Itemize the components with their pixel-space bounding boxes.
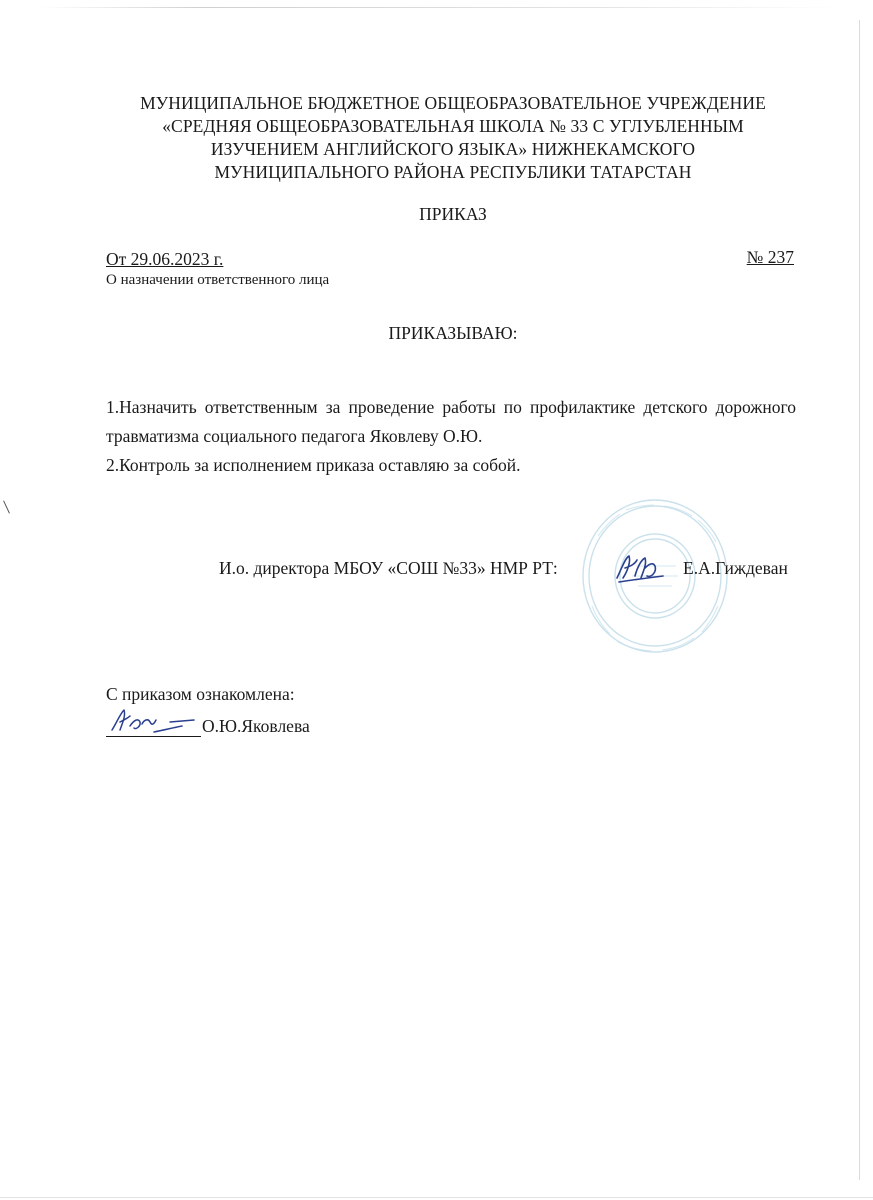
signatory-position: И.о. директора МБОУ «СОШ №33» НМР РТ: bbox=[219, 558, 558, 578]
document-type: ПРИКАЗ bbox=[419, 204, 487, 224]
order-word: ПРИКАЗЫВАЮ: bbox=[388, 323, 518, 343]
director-name: Е.А.Гиждеван bbox=[683, 558, 788, 578]
order-date: От 29.06.2023 г. bbox=[106, 249, 224, 269]
header-line-4: МУНИЦИПАЛЬНОГО РАЙОНА РЕСПУБЛИКИ ТАТАРСТАН bbox=[214, 162, 692, 182]
director-signature bbox=[611, 548, 667, 588]
order-item-2: 2.Контроль за исполнением приказа оставляю за собой. bbox=[106, 455, 521, 475]
scan-edge-top bbox=[40, 7, 840, 8]
order-item-1: 1.Назначить ответственным за проведение работы по профилактике детского дорожного травматизма социального педагога Яковлеву О.Ю. bbox=[106, 397, 796, 446]
header-line-3: ИЗУЧЕНИЕМ АНГЛИЙСКОГО ЯЗЫКА» НИЖНЕКАМСКОГО bbox=[210, 139, 696, 159]
order-body bbox=[106, 393, 796, 480]
acknowledgement-signature bbox=[108, 702, 198, 738]
acknowledgement-title: С приказом ознакомлена: bbox=[106, 684, 295, 704]
acknowledgement-name: О.Ю.Яковлева bbox=[202, 716, 310, 736]
organization-header bbox=[100, 92, 806, 184]
order-subject: О назначении ответственного лица bbox=[106, 272, 330, 288]
scan-mark-left bbox=[3, 500, 10, 513]
scan-edge-right bbox=[859, 20, 860, 1180]
order-number: № 237 bbox=[746, 247, 794, 267]
scan-edge-bottom bbox=[0, 1197, 873, 1198]
header-line-2: «СРЕДНЯЯ ОБЩЕОБРАЗОВАТЕЛЬНАЯ ШКОЛА № 33 С УГЛУБЛЕННЫМ bbox=[162, 116, 744, 136]
header-line-1: МУНИЦИПАЛЬНОЕ БЮДЖЕТНОЕ ОБЩЕОБРАЗОВАТЕЛЬНОЕ УЧРЕЖДЕНИЕ bbox=[140, 93, 766, 113]
